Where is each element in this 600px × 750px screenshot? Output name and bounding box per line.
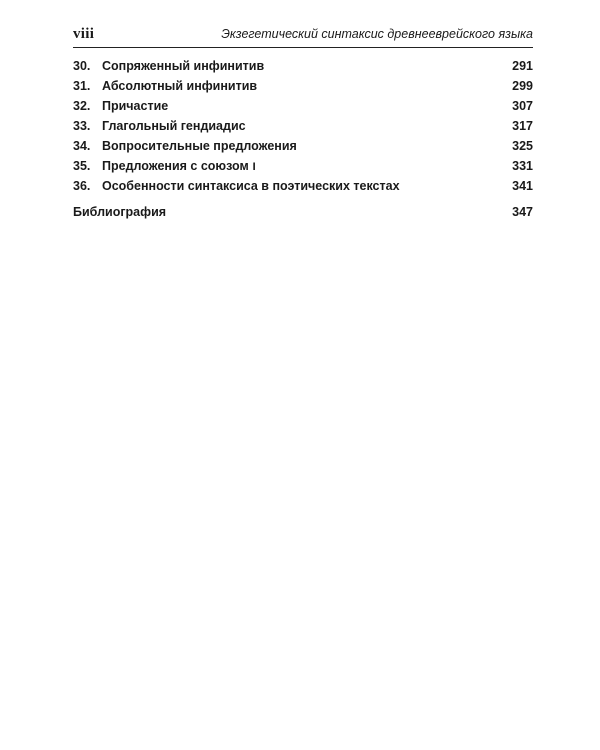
toc-entry-page: 347 bbox=[512, 205, 533, 219]
toc-entry-title: Вопросительные предложения bbox=[102, 139, 297, 153]
toc-entry-page: 331 bbox=[512, 159, 533, 173]
table-of-contents bbox=[73, 56, 533, 222]
toc-entry-page: 317 bbox=[512, 119, 533, 133]
toc-entry-title: Сопряженный инфинитив bbox=[102, 59, 265, 73]
toc-entry-page: 299 bbox=[512, 79, 533, 93]
toc-entry-35 bbox=[73, 156, 533, 176]
toc-entry-number: 33. bbox=[73, 119, 91, 133]
toc-entry-title: Особенности синтаксиса в поэтических текстах bbox=[102, 179, 400, 193]
toc-entry-page: 341 bbox=[512, 179, 533, 193]
toc-entry-number: 31. bbox=[73, 79, 91, 93]
toc-entry-number: 32. bbox=[73, 99, 91, 113]
toc-entry-36 bbox=[73, 176, 533, 196]
toc-entry-32 bbox=[73, 96, 533, 116]
toc-entry-number: 35. bbox=[73, 159, 91, 173]
toc-entry-page: 325 bbox=[512, 139, 533, 153]
toc-entry-title: Предложения с союзом ו bbox=[102, 159, 256, 173]
toc-entry-title: Абсолютный инфинитив bbox=[102, 79, 258, 93]
toc-entry-title: Глагольный гендиадис bbox=[102, 119, 246, 133]
toc-entry-30 bbox=[73, 56, 533, 76]
toc-entry-33 bbox=[73, 116, 533, 136]
toc-entry-page: 291 bbox=[512, 59, 533, 73]
toc-entry-number: 36. bbox=[73, 179, 91, 193]
toc-entry-bibliography bbox=[73, 202, 533, 222]
toc-entry-number: 34. bbox=[73, 139, 91, 153]
toc-entry-number: 30. bbox=[73, 59, 91, 73]
running-header-title: Экзегетический синтаксис древнееврейского языка bbox=[221, 27, 533, 41]
toc-entry-page: 307 bbox=[512, 99, 533, 113]
header-rule bbox=[73, 47, 533, 48]
running-header bbox=[73, 26, 533, 48]
toc-entry-title: Библиография bbox=[73, 205, 167, 219]
toc-entry-title: Причастие bbox=[102, 99, 169, 113]
page-number: viii bbox=[73, 26, 95, 42]
toc-entry-34 bbox=[73, 136, 533, 156]
toc-entry-31 bbox=[73, 76, 533, 96]
